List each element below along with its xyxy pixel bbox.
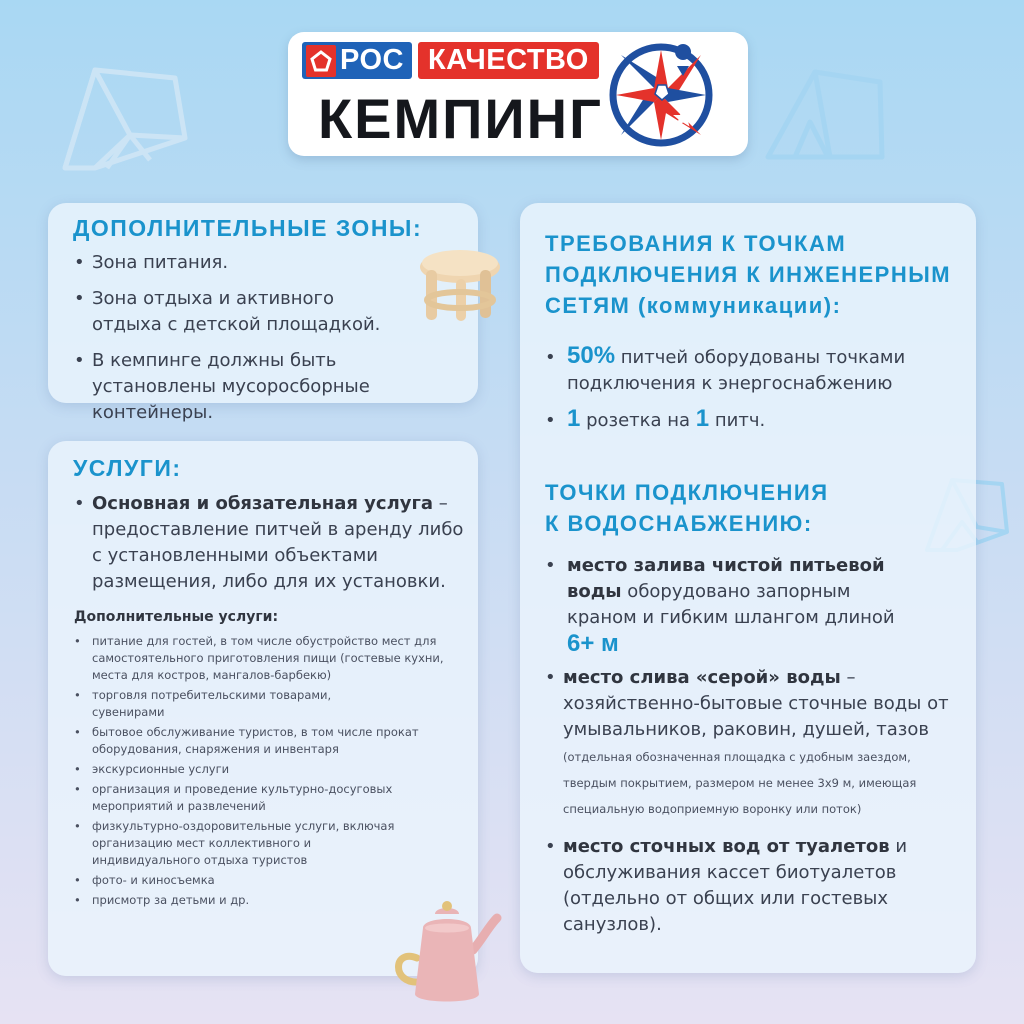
list-item: • бытовое обслуживание туристов, в том числе прокат оборудования, снаряжения и инвентаря bbox=[74, 724, 449, 758]
list-item: • присмотр за детьми и др. bbox=[74, 892, 449, 909]
energy-percent-value: 50% bbox=[567, 342, 616, 369]
services-card bbox=[48, 441, 478, 976]
list-item: • Зона отдыха и активного отдыха с детской площадкой. bbox=[74, 286, 392, 338]
brand-kachestvo-text: КАЧЕСТВО bbox=[418, 42, 599, 79]
services-main-text: – предоставление питчей в аренду либо с установленными объектами размещения, либо для их установки. bbox=[92, 493, 464, 592]
water-title: ТОЧКИ ПОДКЛЮЧЕНИЯ К ВОДОСНАБЖЕНИЮ: bbox=[545, 480, 829, 536]
list-item: • экскурсионные услуги bbox=[74, 761, 449, 778]
water-item-grey-note: (отдельная обозначенная площадка с удобным заездом, твердым покрытием, размером не менее 3х9 м, имеющая специальную водоприемную воронку или поток) bbox=[563, 750, 917, 816]
list-item: • питание для гостей, в том числе обустройство мест для самостоятельного приготовления пищи (гостевые кухни, места для костров, мангалов-барбекю) bbox=[74, 633, 449, 684]
services-title: УСЛУГИ: bbox=[73, 455, 182, 481]
pentagon-icon bbox=[306, 45, 336, 77]
services-main-bold: Основная и обязательная услуга bbox=[92, 493, 434, 514]
socket-count-value: 1 bbox=[567, 405, 581, 432]
header-card bbox=[288, 32, 748, 156]
requirements-card bbox=[520, 203, 976, 973]
zones-title: ДОПОЛНИТЕЛЬНЫЕ ЗОНЫ: bbox=[73, 215, 423, 241]
roskachestvo-logo bbox=[302, 42, 599, 79]
water-item-grey: • место слива «серой» воды – хозяйственно-бытовые сточные воды от умывальников, раковин, душей, тазов (отдельная обозначенная площадка с удобным заездом, твердым покрытием, размером не менее 3х9 м, имеющая специальную водоприемную воронку или поток) bbox=[545, 667, 949, 816]
extra-services-title: Дополнительные услуги: bbox=[74, 609, 279, 625]
zones-list bbox=[74, 250, 464, 426]
water-item-clean: • место залива чистой питьевой воды оборудовано запорным краном и гибким шлангом длиной 6+ м bbox=[545, 555, 895, 657]
stool-icon bbox=[410, 245, 505, 330]
page-title: КЕМПИНГ bbox=[318, 87, 603, 150]
requirements-title: ТРЕБОВАНИЯ К ТОЧКАМ ПОДКЛЮЧЕНИЯ К ИНЖЕНЕРНЫМ СЕТЯМ (коммуникации): bbox=[545, 231, 952, 318]
water-item-toilets-bold: место сточных вод от туалетов bbox=[563, 836, 890, 857]
requirements-item-socket: • 1 розетка на 1 питч. bbox=[545, 405, 766, 432]
teapot-icon bbox=[385, 898, 510, 1008]
list-item: • В кемпинге должны быть установлены мусоросборные контейнеры. bbox=[74, 348, 464, 426]
extra-services-list bbox=[74, 633, 449, 909]
compass-star-icon bbox=[606, 40, 716, 150]
list-item: • Зона питания. bbox=[74, 250, 464, 276]
list-item: • организация и проведение культурно-досуговых мероприятий и развлечений bbox=[74, 781, 449, 815]
water-item-toilets: • место сточных вод от туалетов и обслуживания кассет биотуалетов (отдельно от общих или гостевых санузлов). bbox=[545, 836, 908, 935]
tent-outline-icon bbox=[55, 60, 190, 175]
water-item-clean-bold: место залива чистой питьевой воды bbox=[567, 555, 885, 602]
brand-ros-text: РОС bbox=[340, 44, 404, 76]
services-main: • Основная и обязательная услуга – предоставление питчей в аренду либо с установленными объектами размещения, либо для их установки. bbox=[74, 493, 464, 592]
hose-length-value: 6+ м bbox=[567, 630, 619, 657]
water-item-grey-bold: место слива «серой» воды bbox=[563, 667, 841, 688]
list-item: • фото- и киносъемка bbox=[74, 872, 449, 889]
tent-outline-icon bbox=[760, 62, 890, 172]
pitch-count-value: 1 bbox=[695, 405, 710, 432]
requirements-item-energy: • 50% питчей оборудованы точками подключения к энергоснабжению bbox=[545, 342, 906, 394]
list-item: • торговля потребительскими товарами, сувенирами bbox=[74, 687, 392, 721]
list-item: • физкультурно-оздоровительные услуги, включая организацию мест коллективного и индивидуального отдыха туристов bbox=[74, 818, 412, 869]
